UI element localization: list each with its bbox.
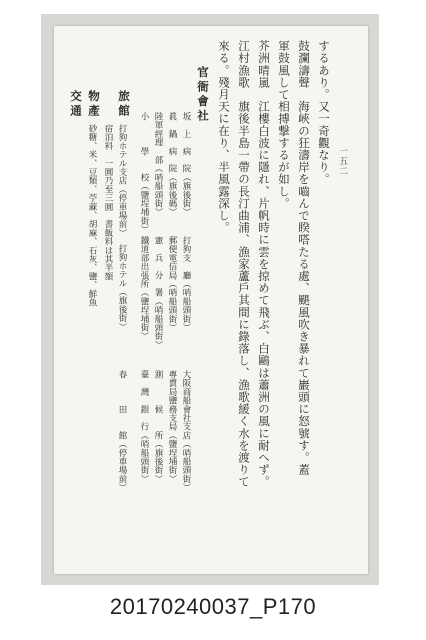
gov-entry: 專賣局鹽務支局（鹽埕埔街） [167, 370, 177, 484]
body-line-2: 鼓瀾濤聲 海峽の狂濤岸を嚙んで睽嗒たる處、颶風吹き暴れて巖頭に怒號す。蓋 [297, 40, 311, 476]
page-number: 一五二 [337, 146, 347, 176]
gov-entry: 眞 鍋 病 院（旗後碼） [167, 112, 177, 217]
body-line-3: 軍鼓風して相搏撃するが如し。 [277, 40, 291, 210]
heading-government: 官衙會社 [196, 66, 210, 124]
body-line-5: 江村漁歌 旗後半島一帶の長汀曲浦、漁家蘆戶其間に錄落し、漁歌緩く水を渡りて [237, 40, 251, 488]
inn-entry: 春 田 館（停車場前） [117, 370, 127, 492]
body-line-4: 芥洲晴嵐 江樓白波に隱れ、片帆時に雲を掠めて飛ぶ、白鷗は蕭洲の風に耐へず。 [257, 40, 271, 488]
gov-entry: 鐵道部出張所（鹽埕埔街） [139, 236, 149, 341]
gov-entry: 憲 兵 分 署（哨船頭街） [153, 236, 163, 350]
gov-entry: 郵便電信局（哨船頭街） [167, 236, 177, 332]
heading-products: 物產 [87, 90, 101, 119]
gov-entry: 測 候 所（旗後街） [153, 370, 163, 484]
lodging-fee: 宿泊料 一圓乃至三圓 書飯料は其半額 [103, 124, 113, 281]
gov-entry: 臺 灣 銀 行（哨船頭街） [139, 370, 149, 484]
gov-entry: 陸軍經理 部（哨船頭街） [153, 112, 163, 217]
body-line-1: するあり。又一奇觀なり。 [317, 40, 331, 186]
heading-transport: 交通 [69, 90, 83, 119]
inn-entry: 打狗ホテル支店（停車場前） [117, 124, 127, 238]
gov-entry: 打狗支 廳（哨船頭街） [181, 236, 191, 332]
image-caption: 20170240037_P170 [109, 594, 317, 619]
heading-inn: 旅館 [117, 90, 131, 119]
gov-entry: 小 學 校（鹽埕埔街） [139, 112, 149, 234]
gov-entry: 坂 上 病 院（旗後街） [181, 112, 191, 217]
gov-entry: 大阪商船會社支店（哨船頭街） [181, 370, 191, 492]
body-line-6: 來る。殘月天に在り、半風露深し。 [217, 40, 231, 234]
inn-entry: 打狗ホテル（旗後街） [117, 244, 127, 331]
products-list: 砂糖、米、豆類、苧蔴、胡麻、石灰、鹽、鮮魚 [87, 124, 97, 307]
book-page [54, 26, 368, 574]
